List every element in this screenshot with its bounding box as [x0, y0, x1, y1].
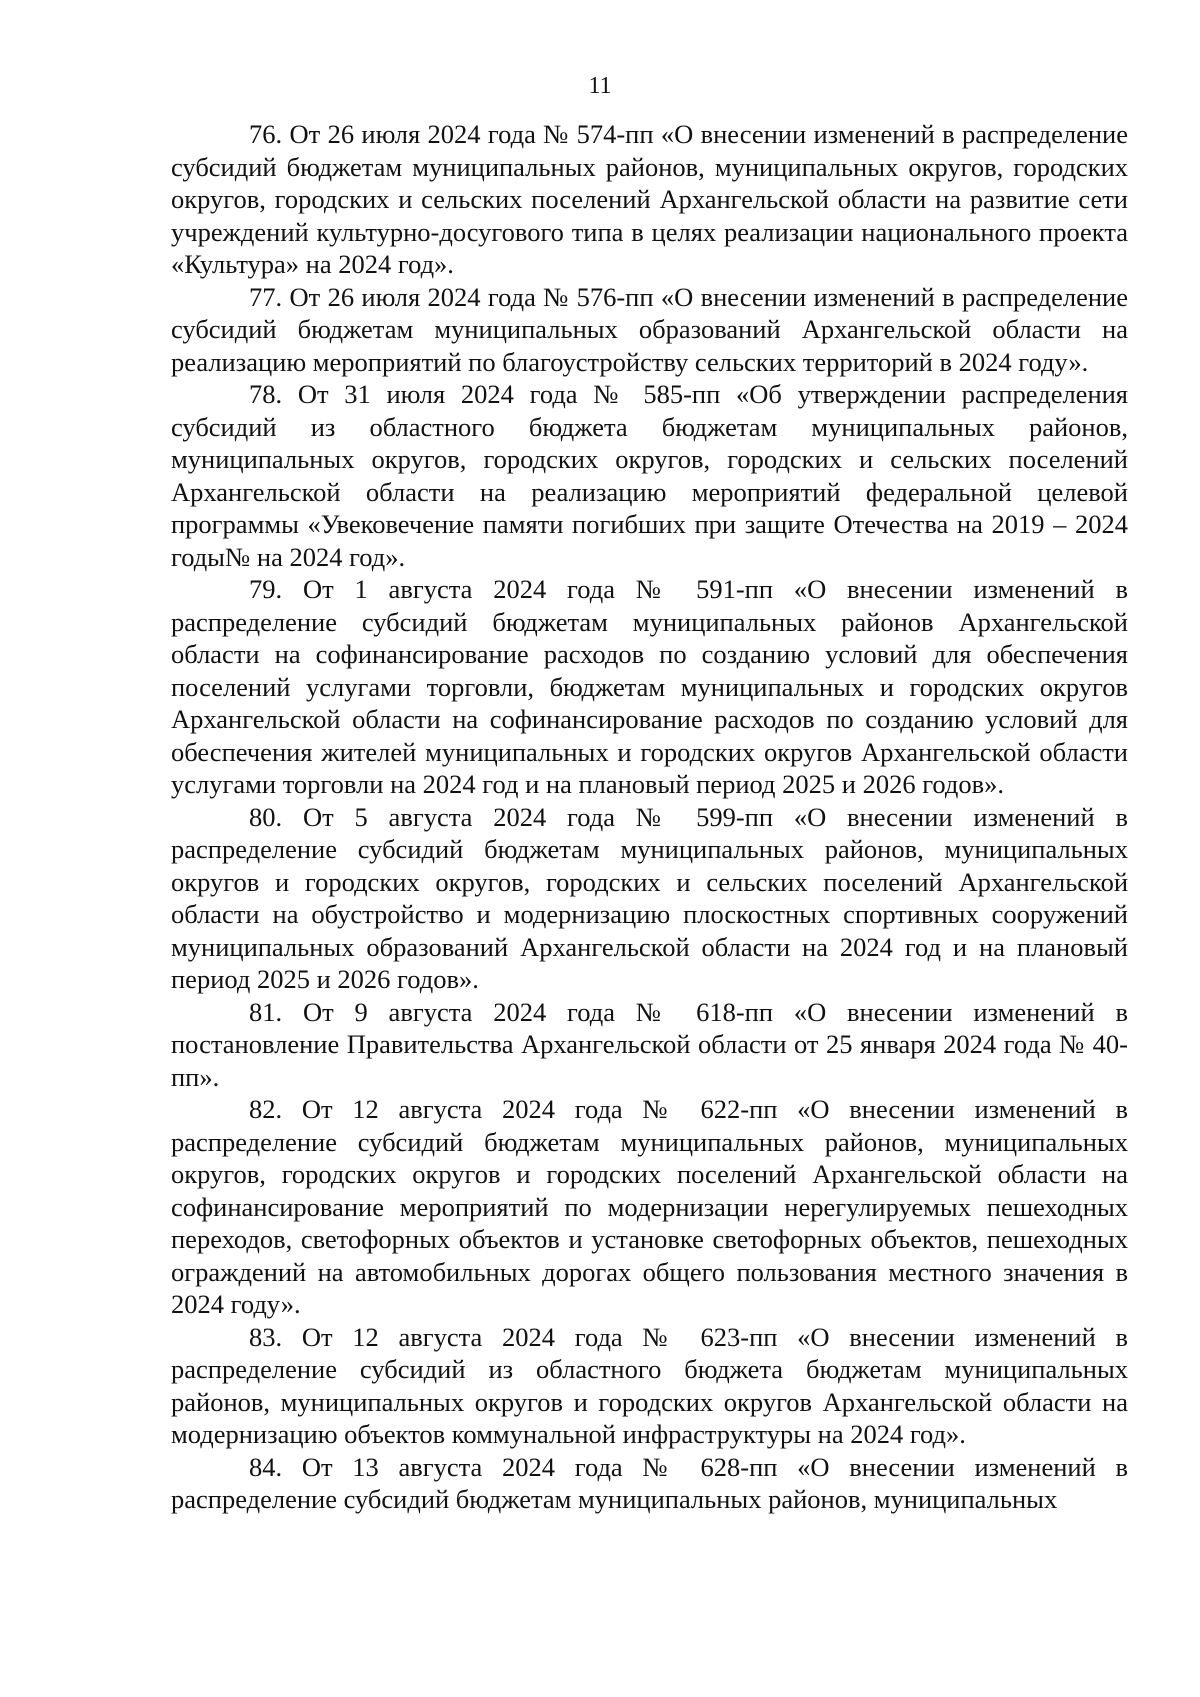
list-item-83: 83. От 12 августа 2024 года № 623-пп «О внесении изменений в распределение субсидий из областного бюджета бюджетам муниципальных районов, муниципальных округов и городских округов Архангельской области на модернизацию объектов коммунальной инфраструктуры на 2024 год». — [171, 1321, 1128, 1449]
list-item-80: 80. От 5 августа 2024 года № 599-пп «О внесении изменений в распределение субсидий бюджетам муниципальных районов, муниципальных округов и городских округов, городских и сельских поселений Архангельской области на обустройство и модернизацию плоскостных спортивных сооружений муниципальных образований Архангельской области на 2024 год и на плановый период 2025 и 2026 годов». — [171, 801, 1128, 994]
document-body — [171, 118, 1128, 1516]
list-item-82: 82. От 12 августа 2024 года № 622-пп «О внесении изменений в распределение субсидий бюджетам муниципальных районов, муниципальных округов, городских округов и городских поселений Архангельской области на софинансирование мероприятий по модернизации нерегулируемых пешеходных переходов, светофорных объектов и установке светофорных объектов, пешеходных ограждений на автомобильных дорогах общего пользования местного значения в 2024 году». — [171, 1094, 1128, 1319]
list-item-78: 78. От 31 июля 2024 года № 585-пп «Об утверждении распределения субсидий из областного бюджета бюджетам муниципальных районов, муниципальных округов, городских округов, городских и сельских поселений Архангельской области на реализацию мероприятий федеральной целевой программы «Увековечение памяти погибших при защите Отечества на 2019 – 2024 годы№ на 2024 год». — [171, 379, 1128, 572]
list-item-76: 76. От 26 июля 2024 года № 574-пп «О внесении изменений в распределение субсидий бюджетам муниципальных районов, муниципальных округов, городских округов, городских и сельских поселений Архангельской области на развитие сети учреждений культурно-досугового типа в целях реализации национального проекта «Культура» на 2024 год». — [171, 119, 1128, 279]
page-number: 11 — [588, 73, 612, 99]
list-item-77: 77. От 26 июля 2024 года № 576-пп «О внесении изменений в распределение субсидий бюджетам муниципальных образований Архангельской области на реализацию мероприятий по благоустройству сельских территорий в 2024 году». — [171, 281, 1128, 377]
list-item-81: 81. От 9 августа 2024 года № 618-пп «О внесении изменений в постановление Правительства Архангельской области от 25 января 2024 года № 40-пп». — [171, 996, 1128, 1092]
list-item-84: 84. От 13 августа 2024 года № 628-пп «О внесении изменений в распределение субсидий бюджетам муниципальных районов, муниципальных — [171, 1451, 1128, 1514]
list-item-79: 79. От 1 августа 2024 года № 591-пп «О внесении изменений в распределение субсидий бюджетам муниципальных районов Архангельской области на софинансирование расходов по созданию условий для обеспечения поселений услугами торговли, бюджетам муниципальных и городских округов Архангельской области на софинансирование расходов по созданию условий для обеспечения жителей муниципальных и городских округов Архангельской области услугами торговли на 2024 год и на плановый период 2025 и 2026 годов». — [171, 574, 1128, 799]
